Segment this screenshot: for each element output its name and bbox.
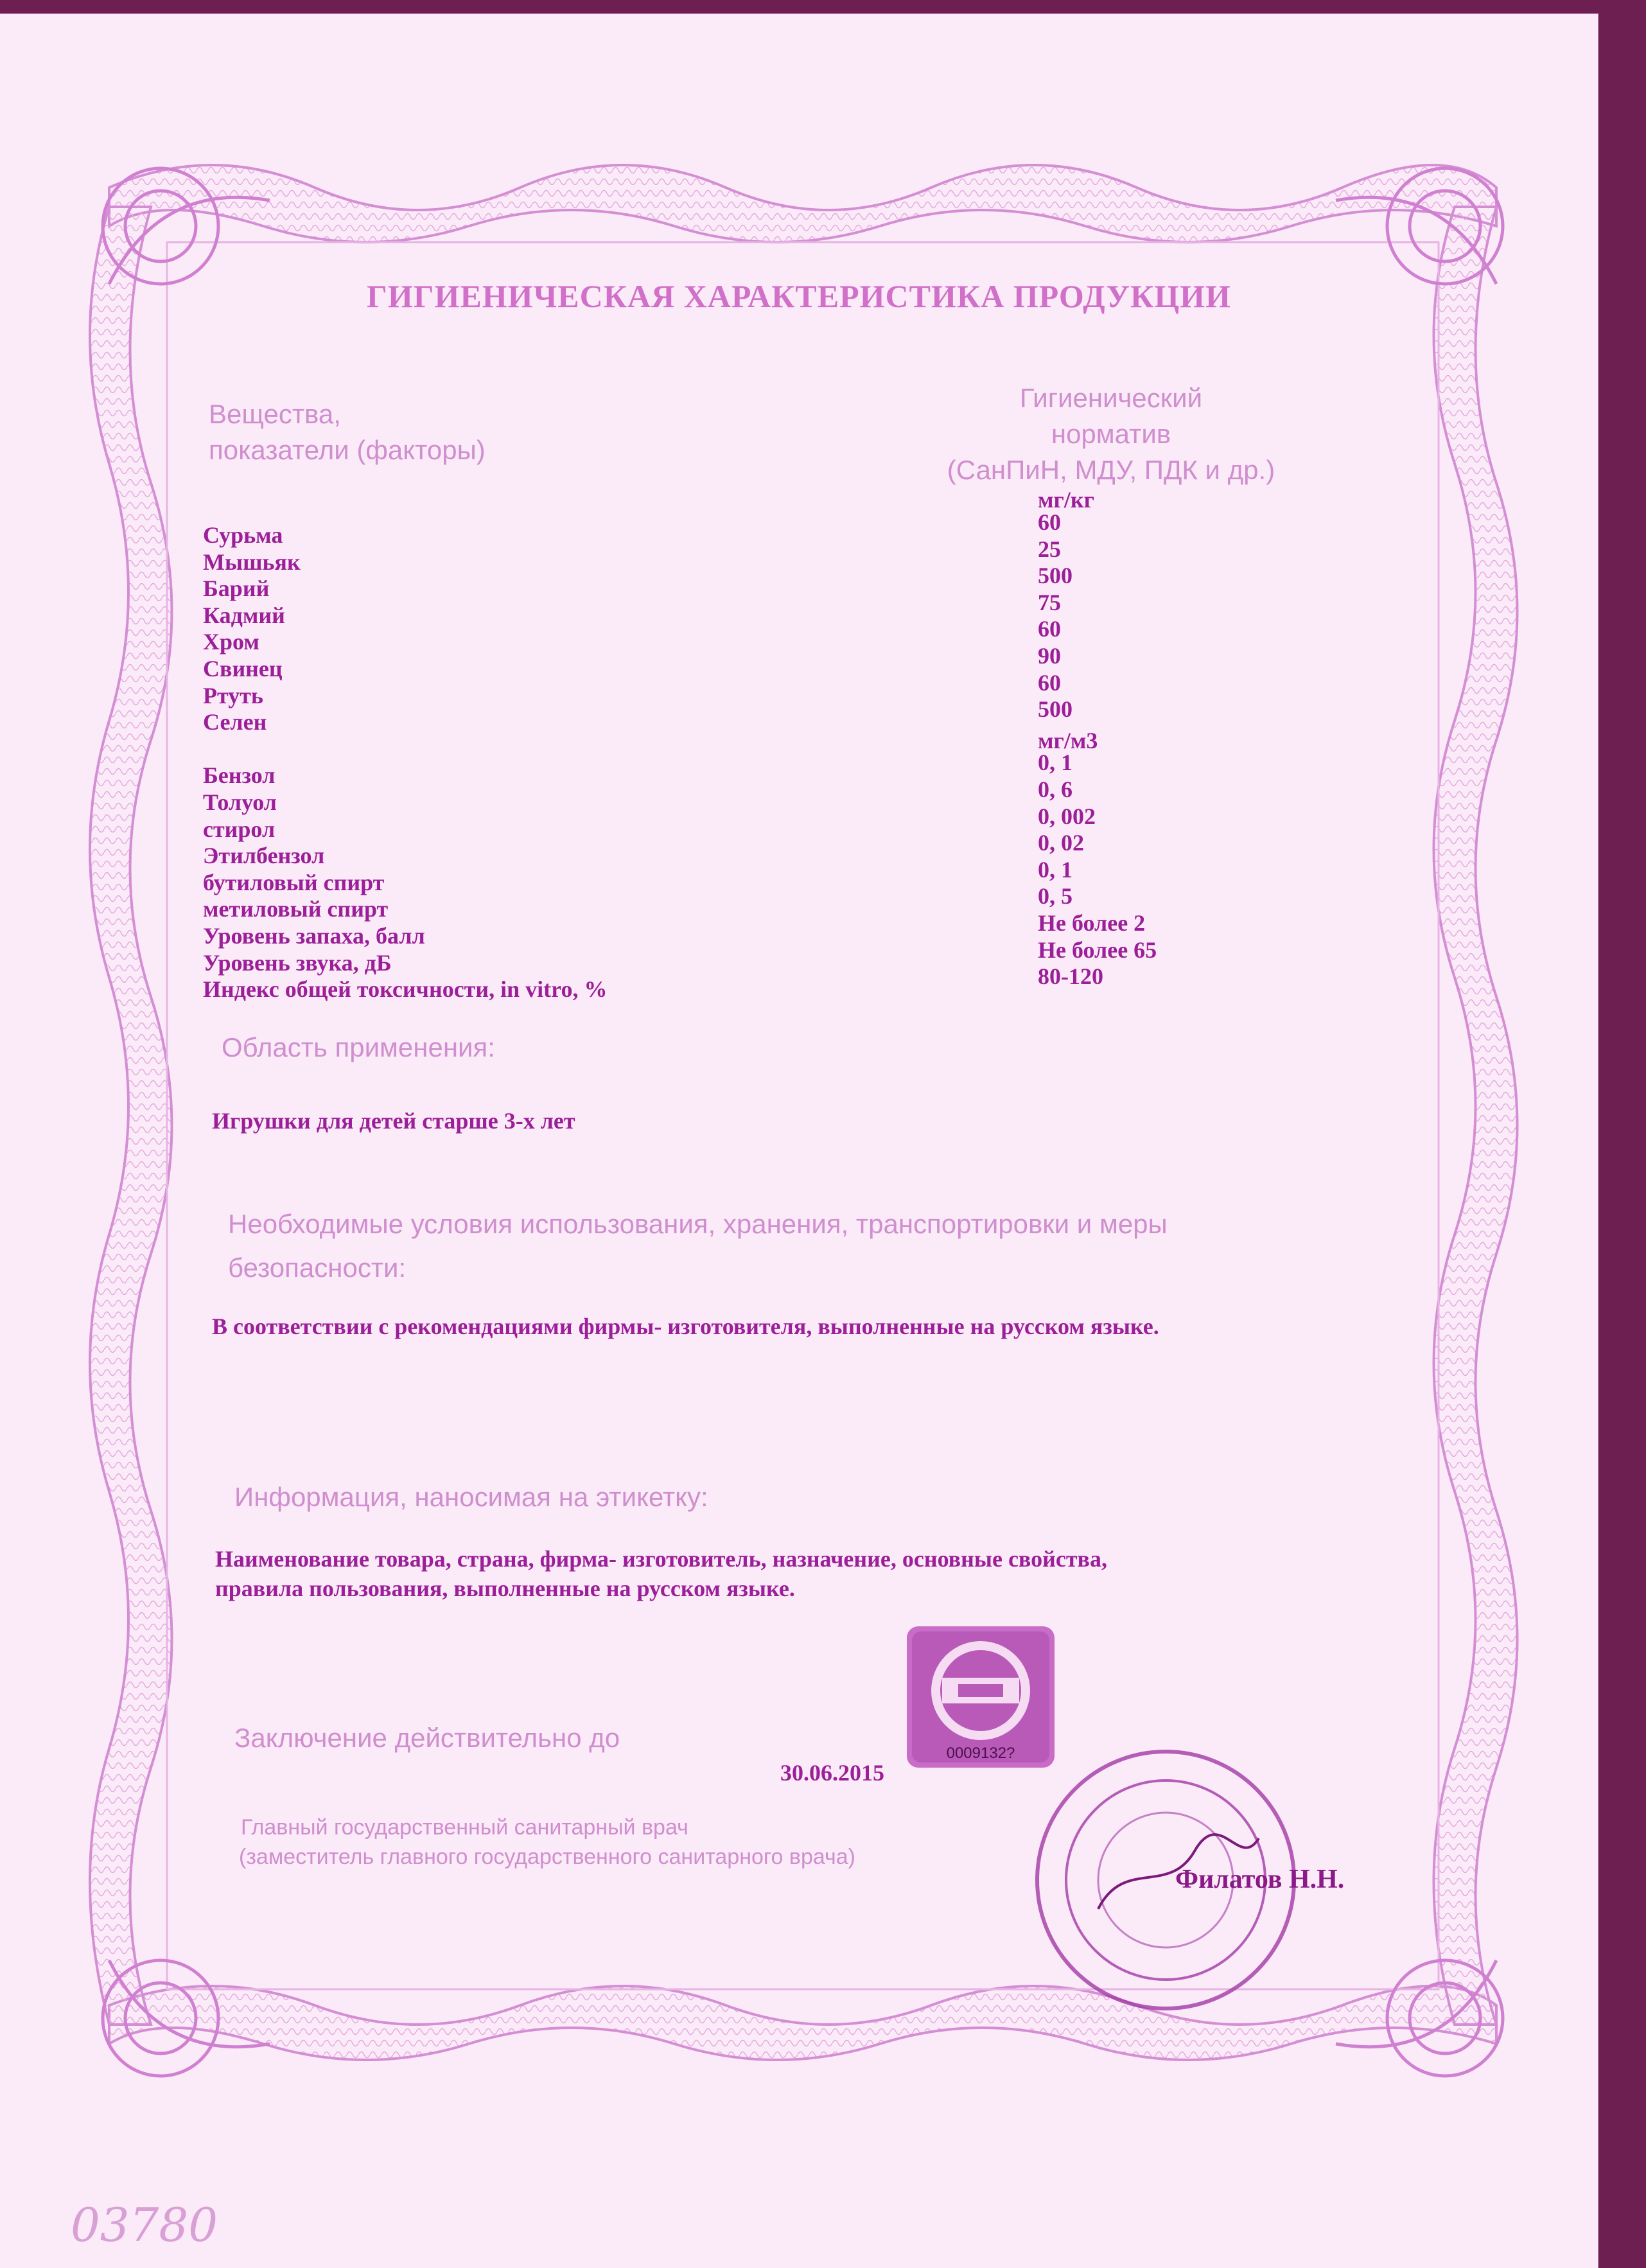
norm-value: 60 <box>1038 509 1061 535</box>
validity-date: 30.06.2015 <box>780 1760 884 1786</box>
table-row <box>203 963 1295 1003</box>
norms-table <box>203 509 1295 1003</box>
certificate-sheet <box>0 14 1598 2268</box>
substance-name: Селен <box>203 709 267 735</box>
norm-value: 500 <box>1038 696 1073 723</box>
norm-value: 25 <box>1038 536 1061 562</box>
document-title: ГИГИЕНИЧЕСКАЯ ХАРАКТЕРИСТИКА ПРОДУКЦИИ <box>367 278 1231 314</box>
header-substances <box>209 396 486 468</box>
norm-value: 80-120 <box>1038 963 1103 990</box>
header-substances-line: Вещества, <box>209 399 341 429</box>
hologram-number: 0009132? <box>946 1745 1015 1762</box>
table-row <box>203 776 1295 816</box>
label-info-label: Информация, наносимая на этикетку: <box>234 1482 708 1512</box>
header-norm-line: (СанПиН, МДУ, ПДК и др.) <box>947 455 1275 485</box>
substance-name: Уровень звука, дБ <box>203 949 392 976</box>
table-row <box>203 936 1295 976</box>
norm-value: Не более 65 <box>1038 936 1157 963</box>
norm-value: 0, 002 <box>1038 803 1096 829</box>
substance-name: Барий <box>203 576 270 602</box>
conditions-text: В соответствии с рекомендациями фирмы- изготовителя, выполненные на русском языке. <box>212 1314 1159 1339</box>
norm-value: 60 <box>1038 616 1061 642</box>
table-row <box>203 735 1295 762</box>
table-row <box>203 509 1295 549</box>
table-row <box>203 750 1295 789</box>
header-substances-line: показатели (факторы) <box>209 435 486 465</box>
norm-value: 60 <box>1038 669 1061 696</box>
table-row <box>203 669 1295 709</box>
label-info-text: правила пользования, выполненные на русском языке. <box>215 1576 795 1601</box>
header-norm <box>873 380 1349 488</box>
norm-value: 0, 1 <box>1038 856 1073 883</box>
norm-value: 0, 1 <box>1038 750 1073 776</box>
table-row <box>203 563 1295 602</box>
substance-name: Сурьма <box>203 522 283 548</box>
substance-name: Мышьяк <box>203 549 301 575</box>
table-row <box>203 696 1295 735</box>
unit-mass: мг/кг <box>1038 487 1094 513</box>
norm-value: 0, 5 <box>1038 883 1073 910</box>
substance-name: Толуол <box>203 789 277 815</box>
norm-value: Не более 2 <box>1038 910 1146 936</box>
table-row <box>203 536 1295 576</box>
signatory-title-deputy: (заместитель главного государственного санитарного врача) <box>239 1845 855 1869</box>
substance-name: Бензол <box>203 762 276 789</box>
substance-name: Кадмий <box>203 602 285 628</box>
table-row <box>203 616 1295 655</box>
substance-name: стирол <box>203 816 276 842</box>
norm-value: 500 <box>1038 563 1073 589</box>
scope-label: Область применения: <box>222 1032 495 1062</box>
norm-value: 0, 02 <box>1038 830 1084 856</box>
substance-name: Индекс общей токсичности, in vitro, % <box>203 976 608 1003</box>
substance-name: Хром <box>203 629 259 655</box>
norm-value: 0, 6 <box>1038 776 1073 802</box>
conditions-label: безопасности: <box>228 1253 407 1283</box>
substance-name: Свинец <box>203 655 283 681</box>
label-info-text: Наименование товара, страна, фирма- изготовитель, назначение, основные свойства, <box>215 1546 1107 1572</box>
substance-name: Уровень запаха, балл <box>203 922 425 949</box>
table-row <box>203 803 1295 843</box>
norm-value: 75 <box>1038 589 1061 615</box>
signatory-name: Филатов Н.Н. <box>1175 1865 1345 1894</box>
scope-text: Игрушки для детей старше 3-х лет <box>212 1108 575 1134</box>
decorative-border <box>0 14 1598 2268</box>
handwritten-number: 03780 <box>71 2198 218 2252</box>
substance-name: бутиловый спирт <box>203 869 385 895</box>
validity-label: Заключение действительно до <box>234 1723 620 1753</box>
conditions-label: Необходимые условия использования, хранения, транспортировки и меры <box>228 1209 1168 1239</box>
substance-name: Этилбензол <box>203 843 325 869</box>
substance-name: Ртуть <box>203 682 263 708</box>
table-row <box>203 830 1295 869</box>
signatory-title: Главный государственный санитарный врач <box>241 1815 688 1840</box>
header-norm-line: Гигиенический <box>1019 383 1203 413</box>
unit-air: мг/м3 <box>1038 728 1098 753</box>
norm-value: 90 <box>1038 642 1061 669</box>
header-norm-line: норматив <box>1051 419 1171 449</box>
substance-name: метиловый спирт <box>203 896 389 922</box>
